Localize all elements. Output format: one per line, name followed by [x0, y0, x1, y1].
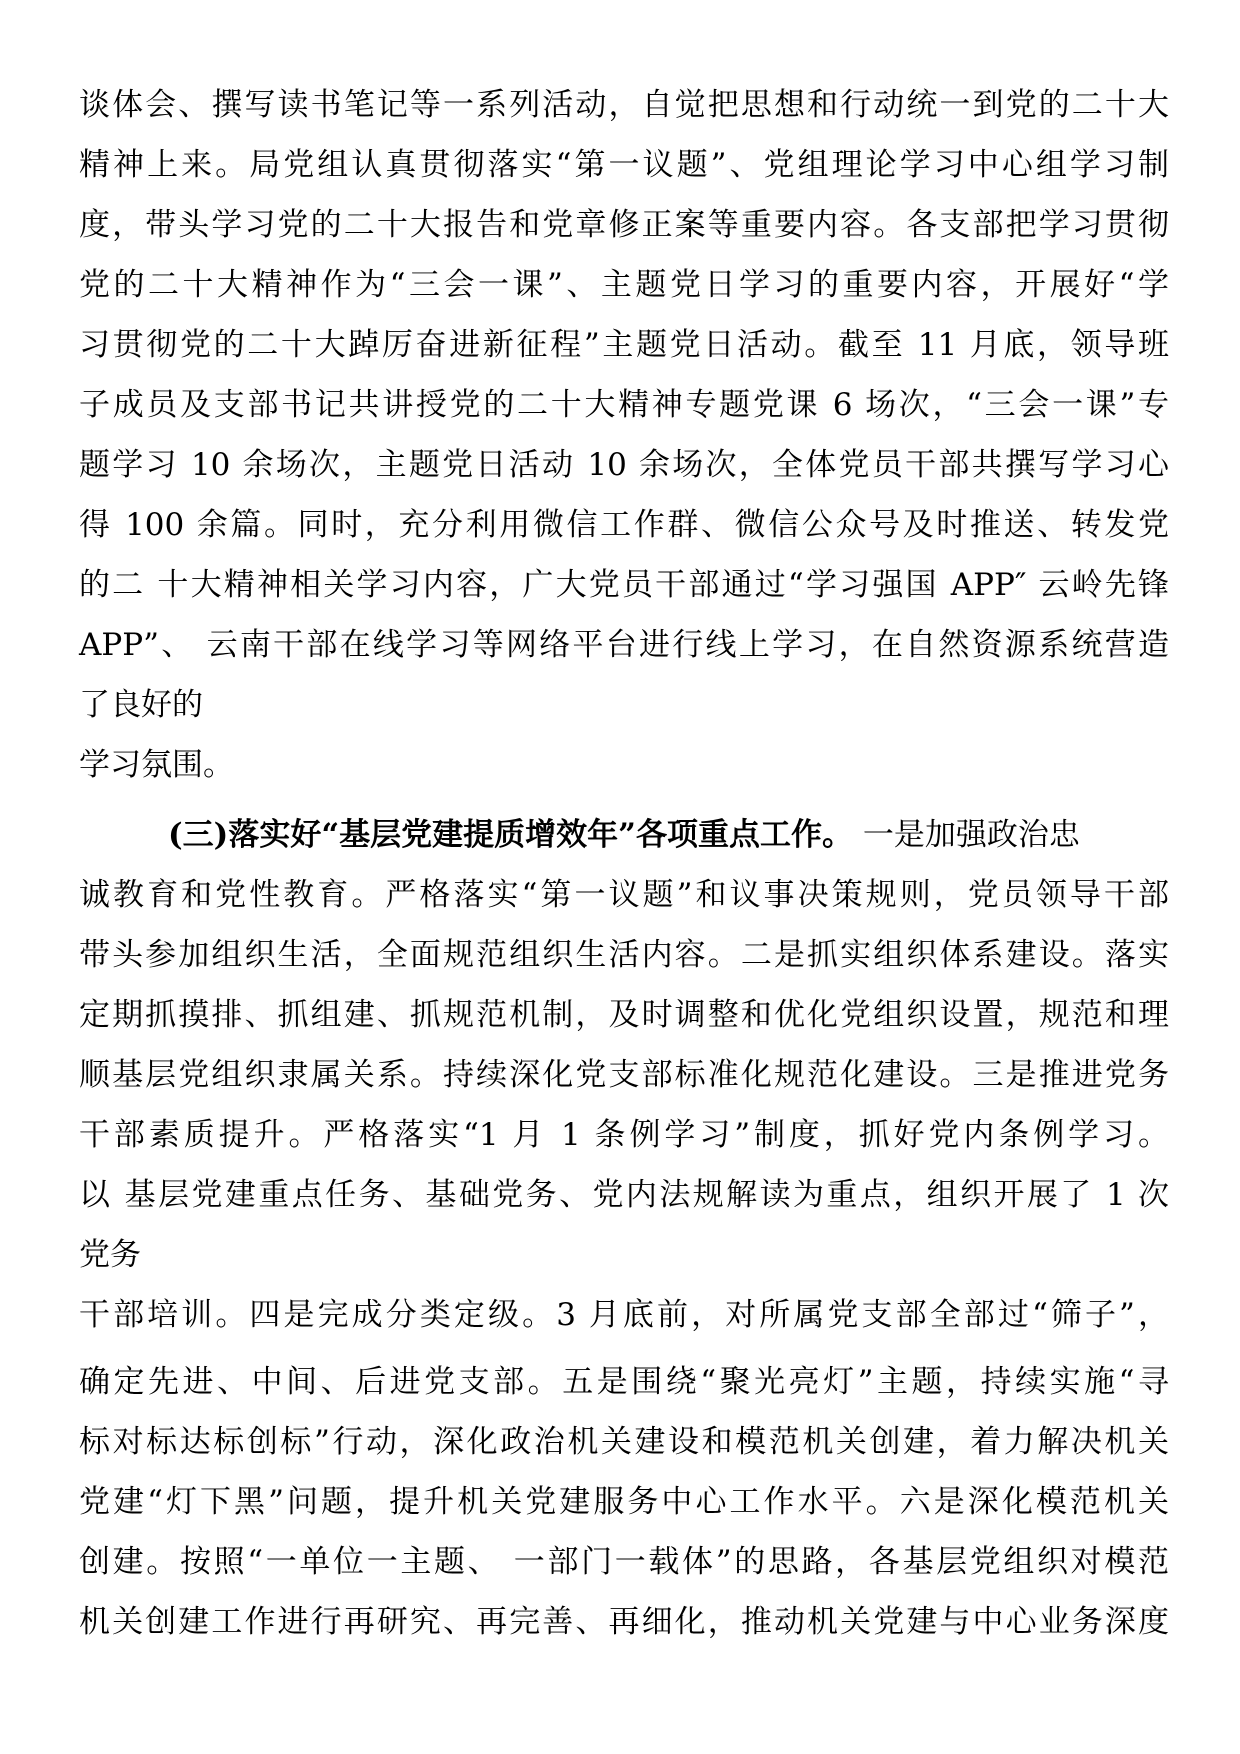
section-heading: (三)落实好“基层党建提质增效年”各项重点工作。	[168, 817, 853, 853]
paragraph-1-line-4: 党的二十大精神作为“三会一课”、主题党日学习的重要内容，开展好“学	[79, 267, 1169, 303]
paragraph-2-line-8: 干部培训。四是完成分类定级。3 月底前，对所属党支部全部过“筛子”，	[79, 1297, 1169, 1333]
paragraph-2-line-12: 创建。按照“一单位一主题、 一部门一载体”的思路，各基层党组织对模范	[79, 1544, 1169, 1580]
paragraph-1-line-10: APP”、 云南干部在线学习等网络平台进行线上学习，在自然资源系统营造	[79, 627, 1169, 663]
paragraph-2-line-6: 以 基层党建重点任务、基础党务、党内法规解读为重点，组织开展了 1 次	[79, 1177, 1169, 1213]
paragraph-1-line-7: 题学习 10 余场次，主题党日活动 10 余场次，全体党员干部共撰写学习心	[79, 447, 1169, 483]
paragraph-2-first-line-text: 一是加强政治忠	[853, 817, 1080, 853]
paragraph-1-line-2: 精神上来。局党组认真贯彻落实“第一议题”、党组理论学习中心组学习制	[79, 147, 1169, 183]
paragraph-1-line-11: 了良好的	[79, 687, 203, 723]
paragraph-1-line-8: 得 100 余篇。同时，充分利用微信工作群、微信公众号及时推送、转发党	[79, 507, 1169, 543]
paragraph-2-line-11: 党建“灯下黑”问题，提升机关党建服务中心工作水平。六是深化模范机关	[79, 1484, 1169, 1520]
paragraph-2-line-3: 定期抓摸排、抓组建、抓规范机制，及时调整和优化党组织设置，规范和理	[79, 997, 1169, 1033]
paragraph-1-line-6: 子成员及支部书记共讲授党的二十大精神专题党课 6 场次，“三会一课”专	[79, 387, 1169, 423]
paragraph-2-line-2: 带头参加组织生活，全面规范组织生活内容。二是抓实组织体系建设。落实	[79, 937, 1169, 973]
paragraph-2-line-10: 标对标达标创标”行动，深化政治机关建设和模范机关创建，着力解决机关	[79, 1424, 1169, 1460]
paragraph-1-line-3: 度，带头学习党的二十大报告和党章修正案等重要内容。各支部把学习贯彻	[79, 207, 1169, 243]
paragraph-1-line-1: 谈体会、撰写读书笔记等一系列活动，自觉把思想和行动统一到党的二十大	[79, 87, 1169, 123]
paragraph-1-line-12: 学习氛围。	[79, 747, 234, 783]
paragraph-1-line-5: 习贯彻党的二十大踔厉奋进新征程”主题党日活动。截至 11 月底，领导班	[79, 327, 1169, 363]
paragraph-2-line-13: 机关创建工作进行再研究、再完善、再细化，推动机关党建与中心业务深度	[79, 1604, 1169, 1640]
paragraph-2-line-4: 顺基层党组织隶属关系。持续深化党支部标准化规范化建设。三是推进党务	[79, 1057, 1169, 1093]
paragraph-2-first-line	[168, 805, 1169, 865]
paragraph-2-line-7: 党务	[79, 1237, 141, 1273]
paragraph-2-line-5: 干部素质提升。严格落实“1 月 1 条例学习”制度，抓好党内条例学习。	[79, 1117, 1169, 1153]
paragraph-1-line-9: 的二 十大精神相关学习内容，广大党员干部通过“学习强国 APP″ 云岭先锋	[79, 567, 1169, 603]
paragraph-2-line-9: 确定先进、中间、后进党支部。五是围绕“聚光亮灯”主题，持续实施“寻	[79, 1364, 1169, 1400]
paragraph-2-line-1: 诚教育和党性教育。严格落实“第一议题”和议事决策规则，党员领导干部	[79, 877, 1169, 913]
